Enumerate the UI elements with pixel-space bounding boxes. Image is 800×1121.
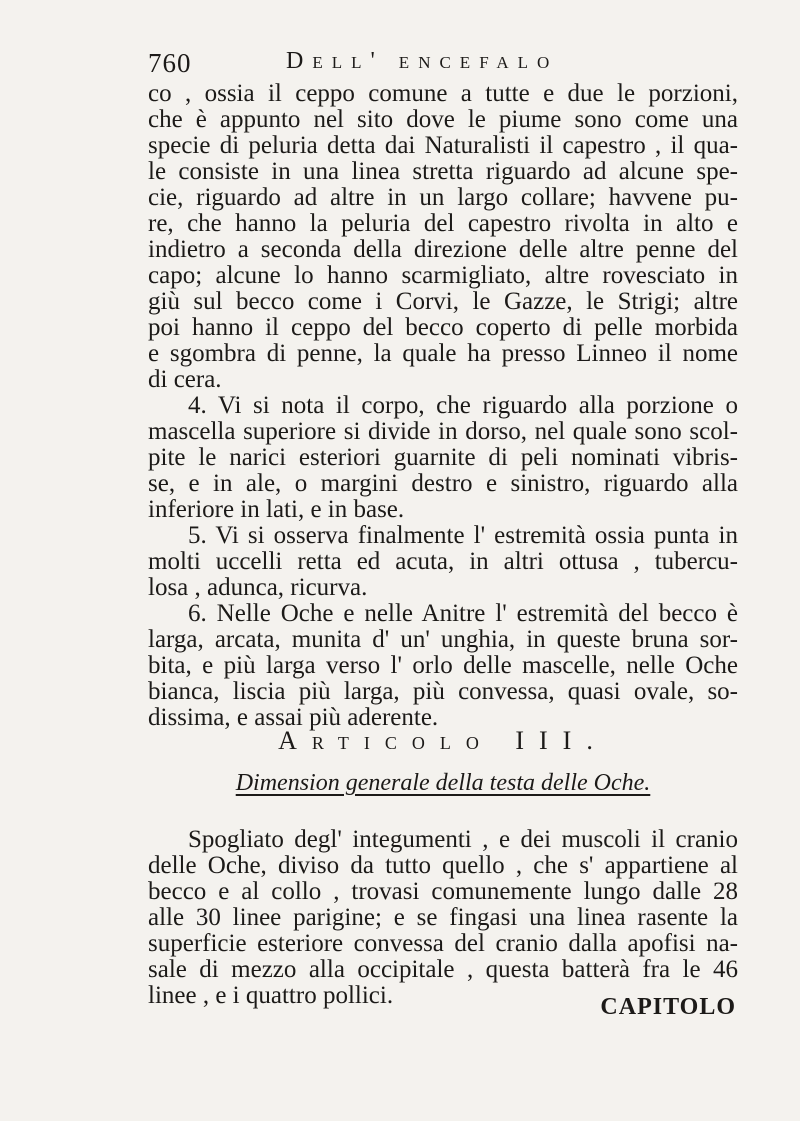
text-line: alle 30 linee parigine; e se fingasi una linea rasente la [148, 904, 738, 931]
catchword: CAPITOLO [600, 994, 736, 1020]
text-line: co , ossia il ceppo comune a tutte e due le porzioni, [148, 80, 738, 107]
text-line: re, che hanno la peluria del capestro rivolta in alto e [148, 210, 738, 237]
text-line: delle Oche, diviso da tutto quello , che s' appartiene al [148, 852, 738, 879]
text-line: e sgombra di penne, la quale ha presso Linneo il nome [148, 340, 738, 367]
page-header [148, 48, 748, 82]
text-line: mascella superiore si divide in dorso, nel quale sono scol- [148, 418, 738, 445]
text-line: larga, arcata, munita d' un' unghia, in queste bruna sor- [148, 626, 738, 653]
text-line: bianca, liscia più larga, più convessa, quasi ovale, so- [148, 678, 738, 705]
text-line: losa , adunca, ricurva. [148, 574, 368, 601]
text-line: sale di mezzo alla occipitale , questa batterà fra le 46 [148, 956, 738, 983]
article-heading: Articolo III. [278, 726, 608, 755]
text-line: dissima, e assai più aderente. [148, 704, 439, 731]
text-line: becco e al collo , trovasi comunemente lungo dalle 28 [148, 878, 738, 905]
text-line: linee , e i quattro pollici. [148, 982, 394, 1009]
text-line: giù sul becco come i Corvi, le Gazze, le Strigi; altre [148, 288, 738, 315]
text-line: capo; alcune lo hanno scarmigliato, altre rovesciato in [148, 262, 738, 289]
text-line: superficie esteriore convessa del cranio dalla apofisi na- [148, 930, 738, 957]
text-line: bita, e più larga verso l' orlo delle mascelle, nelle Oche [148, 652, 738, 679]
text-line: poi hanno il ceppo del becco coperto di pelle morbida [148, 314, 738, 341]
text-line: Spogliato degl' integumenti , e dei muscoli il cranio [188, 826, 738, 853]
text-line: se, e in ale, o margini destro e sinistro, riguardo alla [148, 470, 738, 497]
text-line: specie di peluria detta dai Naturalisti il capestro , il qua- [148, 132, 738, 159]
text-line: le consiste in una linea stretta riguardo ad alcune spe- [148, 158, 738, 185]
text-line: 4. Vi si nota il corpo, che riguardo alla porzione o [188, 392, 738, 419]
text-line: cie, riguardo ad altre in un largo collare; havvene pu- [148, 184, 738, 211]
text-line: 6. Nelle Oche e nelle Anitre l' estremità del becco è [188, 600, 738, 627]
text-line: inferiore in lati, e in base. [148, 496, 405, 523]
running-title: Dell' encefalo [286, 48, 559, 74]
article-subtitle: Dimension generale della testa delle Oche. [235, 770, 651, 796]
text-line: pite le narici esteriori guarnite di peli nominati vibris- [148, 444, 738, 471]
page-number: 760 [148, 48, 192, 78]
text-line: che è appunto nel sito dove le piume sono come una [148, 106, 738, 133]
text-line: di cera. [148, 366, 222, 393]
text-line: 5. Vi si osserva finalmente l' estremità ossia punta in [188, 522, 738, 549]
text-line: molti uccelli retta ed acuta, in altri ottusa , tubercu- [148, 548, 738, 575]
text-line: indietro a seconda della direzione delle altre penne del [148, 236, 738, 263]
